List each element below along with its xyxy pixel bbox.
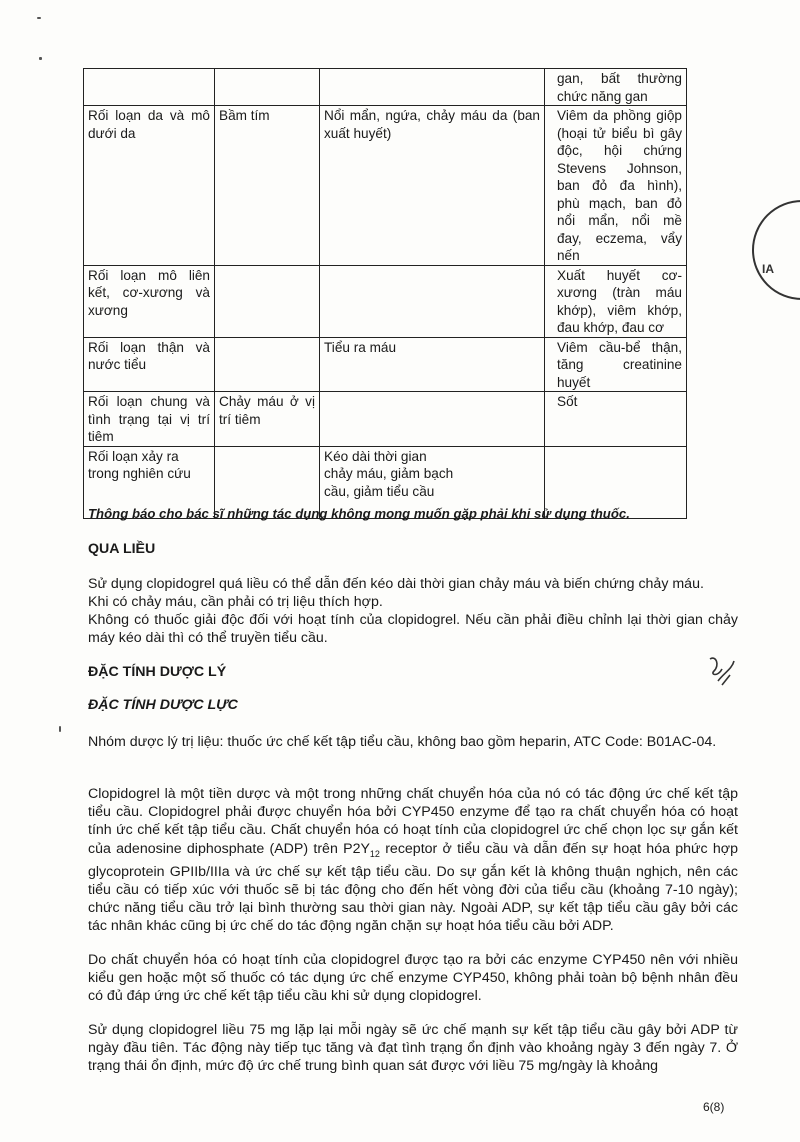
table-cell [320, 392, 545, 447]
table-cell: Rối loạn da và mô dưới da [84, 106, 215, 266]
table-cell: Tiểu ra máu [320, 337, 545, 392]
seal-text: IA [762, 262, 774, 276]
table-cell: Viêm cầu-bể thận, tăng creatinine huyết [545, 337, 687, 392]
table-cell: Kéo dài thời gian chảy máu, giảm bạch cầu, giảm tiểu cầu [320, 446, 545, 518]
table-row [84, 265, 687, 337]
table-row [84, 392, 687, 447]
table-cell: Sốt [545, 392, 687, 447]
table-cell: Rối loạn chung và tình trạng tại vị trí tiêm [84, 392, 215, 447]
page-number: 6(8) [703, 1100, 725, 1114]
table-row [84, 106, 687, 266]
overdose-paragraph: Không có thuốc giải độc đối với hoạt tính của clopidogrel. Nếu cần phải điều chỉnh lại thời gian chảy máy kéo dài thì có thể truyền tiểu cầu. [88, 612, 738, 647]
table-cell [320, 265, 545, 337]
signature-mark [704, 651, 740, 691]
table-cell: Nổi mẩn, ngứa, chảy máu da (ban xuất huyết) [320, 106, 545, 266]
table-cell [215, 337, 320, 392]
paragraph-text: receptor ở tiểu cầu và dẫn đến sự hoạt hóa phức hợp glycoprotein GPIIb/IIIa và ức chế sự kết tập tiểu cầu. Do sự gắn kết là không thuận nghịch, nên các tiểu cầu có tiếp xúc với thuốc sẽ bị tác động cho đến hết vòng đời của tiểu cầu (khoảng 7-10 ngày); chức năng tiểu cầu trở lại bình thường sau thời gian này. Ngoài ADP, sự kết tập tiểu cầu gây bởi các tác nhân khác cũng bị ức chế do tác động ngăn chặn sự hoạt hóa tiểu cầu bởi ADP. [88, 840, 738, 935]
scan-speck [37, 17, 41, 19]
table-caption: Thông báo cho bác sĩ những tác dụng không mong muốn gặp phải khi sử dụng thuốc. [88, 506, 630, 521]
table-cell [320, 69, 545, 106]
company-seal [752, 200, 800, 300]
table-cell [215, 265, 320, 337]
table-cell: Rối loạn mô liên kết, cơ-xương và xương [84, 265, 215, 337]
table-cell [84, 69, 215, 106]
pharmacology-paragraph: Sử dụng clopidogrel liều 75 mg lặp lại mỗi ngày sẽ ức chế mạnh sự kết tập tiểu cầu gây bởi ADP từ ngày đầu tiên. Tác động này tiếp tục tăng và đạt tình trạng ổn định vào khoảng ngày 3 đến ngày 7. Ở trạng thái ổn định, mức độ ức chế trung bình quan sát được với liều 75 mg/ngày là khoảng [88, 1022, 738, 1075]
table-cell [215, 69, 320, 106]
table-cell: Bầm tím [215, 106, 320, 266]
pharmacology-paragraph [88, 785, 738, 935]
pharmacology-paragraph: Nhóm dược lý trị liệu: thuốc ức chế kết tập tiểu cầu, không bao gồm heparin, ATC Code: B01AC-04. [88, 734, 717, 750]
paragraph-text: Clopidogrel là một tiền dược và một trong những chất chuyển hóa của nó có tác động ức chế kết tập tiểu cầu. Clopidogrel phải được chuyển hóa bởi CYP450 enzyme để tạo ra chất chuyển hóa có hoạt tính ức chế kết tập tiểu cầu. Chất chuyển hóa có hoạt tính của clopidogrel ức chế chọn lọc sự gắn kết của adenosine diphosphate (ADP) trên P2Y [88, 786, 738, 857]
scan-speck [59, 726, 61, 732]
overdose-paragraph-line: Khi có chảy máu, cần phải có trị liệu thích hợp. [88, 594, 383, 610]
table-row [84, 337, 687, 392]
overdose-heading: QUA LIỀU [88, 541, 156, 557]
table-cell: gan, bất thường chức năng gan [545, 69, 687, 106]
table-cell: Chảy máu ở vị trí tiêm [215, 392, 320, 447]
table-row [84, 69, 687, 106]
pharmacodynamics-subheading: ĐẶC TÍNH DƯỢC LỰC [88, 697, 238, 713]
table-cell: Xuất huyết cơ-xương (tràn máu khớp), viêm khớp, đau khớp, đau cơ [545, 265, 687, 337]
adverse-effects-table [83, 68, 687, 519]
subscript: 12 [369, 848, 380, 859]
table-cell: Viêm da phồng giộp (hoại tử biểu bì gây độc, hội chứng Stevens Johnson, ban đỏ đa hình), phù mạch, ban đỏ nổi mẩn, nổi mề đay, eczema, vẩy nến [545, 106, 687, 266]
table-cell: Rối loạn xảy ra trong nghiên cứu [84, 446, 215, 518]
scan-speck [39, 57, 42, 60]
overdose-paragraph-line: Sử dụng clopidogrel quá liều có thể dẫn đến kéo dài thời gian chảy máu và biến chứng chảy máu. [88, 576, 704, 592]
pharmacology-heading: ĐẶC TÍNH DƯỢC LÝ [88, 664, 227, 680]
table-cell: Rối loạn thận và nước tiểu [84, 337, 215, 392]
table-body [84, 69, 687, 519]
pharmacology-paragraph: Do chất chuyển hóa có hoạt tính của clopidogrel được tạo ra bởi các enzyme CYP450 nên với nhiều kiểu gen hoặc một số thuốc có tác dụng ức chế enzyme CYP450, không phải toàn bộ bệnh nhân đều có đủ đáp ứng ức chế kết tập tiểu cầu khi sử dụng clopidogrel. [88, 952, 738, 1005]
